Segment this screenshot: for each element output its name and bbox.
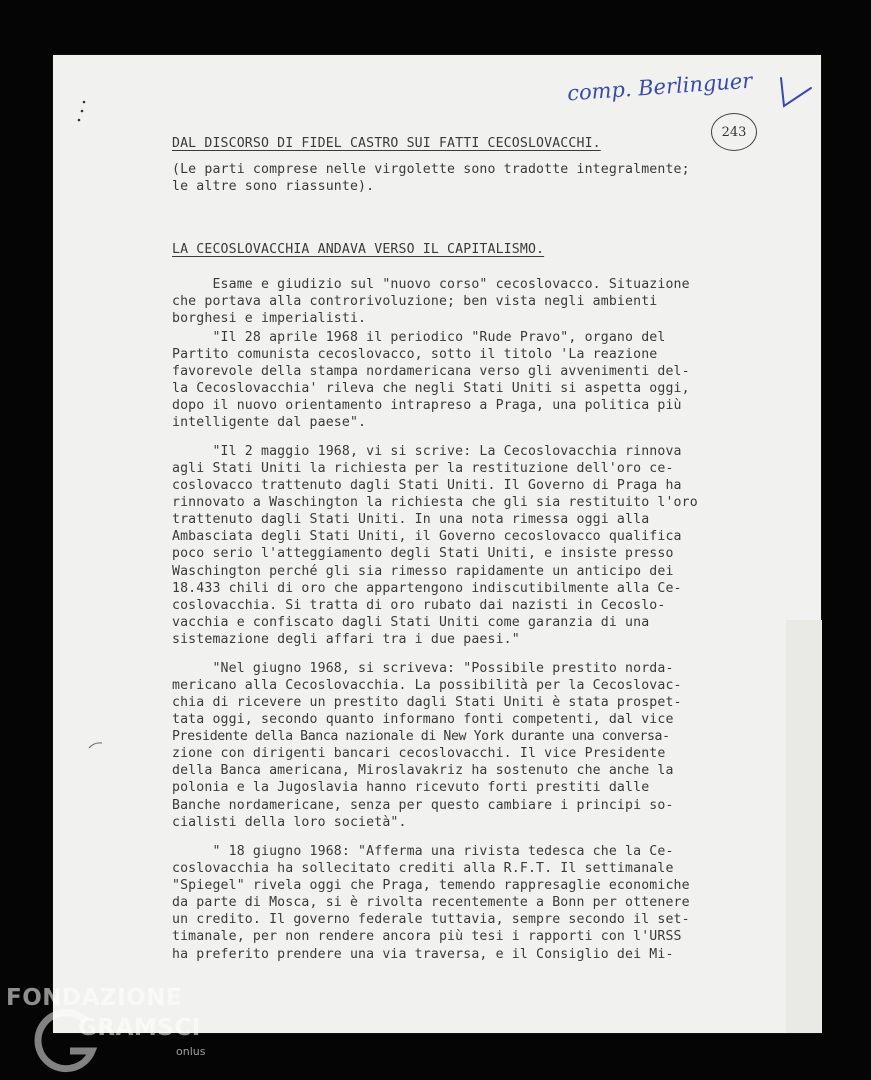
text-line: cialisti della loro società". (172, 815, 407, 830)
text-line: timanale, per non rendere ancora più tesi i rapporti con l'URSS (172, 929, 682, 944)
text-line: "Spiegel" rivela oggi che Praga, temendo rappresaglie economiche (172, 878, 690, 893)
text-line: favorevole della stampa nordamericana verso gli avvenimenti del- (172, 364, 690, 379)
text-line: la Cecoslovacchia' rileva che negli Stati Uniti si aspetta oggi, (172, 381, 690, 396)
watermark-line1: FONDAZIONE (6, 985, 183, 1011)
text-line: da parte di Mosca, si è rivolta recentemente a Bonn per ottenere (172, 895, 690, 910)
document-title: DAL DISCORSO DI FIDEL CASTRO SUI FATTI CECOSLOVACCHI. (172, 136, 601, 151)
text-line: trattenuto dagli Stati Uniti. In una nota rimessa oggi alla (172, 512, 650, 527)
watermark-onlus: onlus (176, 1045, 206, 1058)
text-line: polonia e la Jugoslavia hanno ricevuto forti prestiti dalle (172, 780, 650, 795)
text-line: borghesi e imperialisti. (172, 311, 367, 326)
text-line: rinnovato a Waschington la richiesta che gli sia restituito l'oro (172, 495, 698, 510)
note-line: le altre sono riassunte). (172, 179, 375, 194)
text-line: un credito. Il governo federale tuttavia, sempre secondo il set- (172, 912, 690, 927)
text-line: Banche nordamericane, senza per questo cambiare i principi so- (172, 798, 674, 813)
text-line: poco serio l'atteggiamento degli Stati Uniti, e insiste presso (172, 546, 674, 561)
text-line: agli Stati Uniti la richiesta per la restituzione dell'oro ce- (172, 461, 674, 476)
watermark-line2: GRAMSCI (78, 1015, 201, 1041)
text-line: " 18 giugno 1968: "Afferma una rivista tedesca che la Ce- (172, 844, 674, 859)
section-heading: LA CECOSLOVACCHIA ANDAVA VERSO IL CAPITALISMO. (172, 242, 545, 257)
text-line: della Banca americana, Miroslavakriz ha sostenuto che anche la (172, 763, 674, 778)
text-line: 18.433 chili di oro che appartengono indiscutibilmente alla Ce- (172, 581, 682, 596)
text-line: vacchia e confiscato dagli Stati Uniti come garanzia di una (172, 615, 650, 630)
text-line: che portava alla controrivoluzione; ben vista negli ambienti (172, 294, 658, 309)
text-line: ha preferito prendere una via traversa, e il Consiglio dei Mi- (172, 947, 674, 962)
text-line: dopo il nuovo orientamento intrapreso a Praga, una politica più (172, 398, 682, 413)
text-line: "Il 2 maggio 1968, vi si scrive: La Cecoslovacchia rinnova (172, 444, 682, 459)
stray-mark (74, 98, 94, 128)
text-line: mericano alla Cecoslovacchia. La possibilità per la Cecoslovac- (172, 678, 682, 693)
text-line: intelligente dal paese". (172, 415, 367, 430)
handwritten-note: comp. Berlinguer (566, 68, 754, 106)
text-line: zione con dirigenti bancari cecoslovacchi. Il vice Presidente (172, 746, 666, 761)
text-line: chia di ricevere un prestito dagli Stati Uniti è stata prospet- (172, 695, 682, 710)
archive-number-stamp: 243 (711, 113, 757, 151)
text-line: Partito comunista cecoslovacco, sotto il titolo 'La reazione (172, 347, 658, 362)
text-line: tata oggi, secondo quanto informano fonti competenti, dal vice (172, 712, 674, 727)
text-line: sistemazione degli affari tra i due paesi." (172, 632, 520, 647)
text-line: "Il 28 aprile 1968 il periodico "Rude Pravo", organo del (172, 330, 666, 345)
check-icon (775, 76, 815, 112)
text-line: coslovacco trattenuto dagli Stati Uniti. Il Governo di Praga ha (172, 478, 682, 493)
text-line: coslovacchia. Si tratta di oro rubato dai nazisti in Cecoslo- (172, 598, 666, 613)
page-edge (786, 620, 822, 1033)
text-line: coslovacchia ha sollecitato crediti alla R.F.T. Il settimanale (172, 861, 674, 876)
text-line: Esame e giudizio sul "nuovo corso" cecoslovacco. Situazione (172, 277, 690, 292)
text-line: Waschington perché gli sia rimesso rapidamente un anticipo dei (172, 564, 674, 579)
text-line: Ambasciata degli Stati Uniti, il Governo cecoslovacco qualifica (172, 529, 682, 544)
text-line: Presidente della Banca nazionale di New York durante una conversa- (172, 729, 670, 744)
note-line: (Le parti comprese nelle virgolette sono tradotte integralmente; (172, 162, 690, 177)
stray-mark (88, 740, 104, 750)
text-line: "Nel giugno 1968, si scriveva: "Possibile prestito norda- (172, 661, 674, 676)
